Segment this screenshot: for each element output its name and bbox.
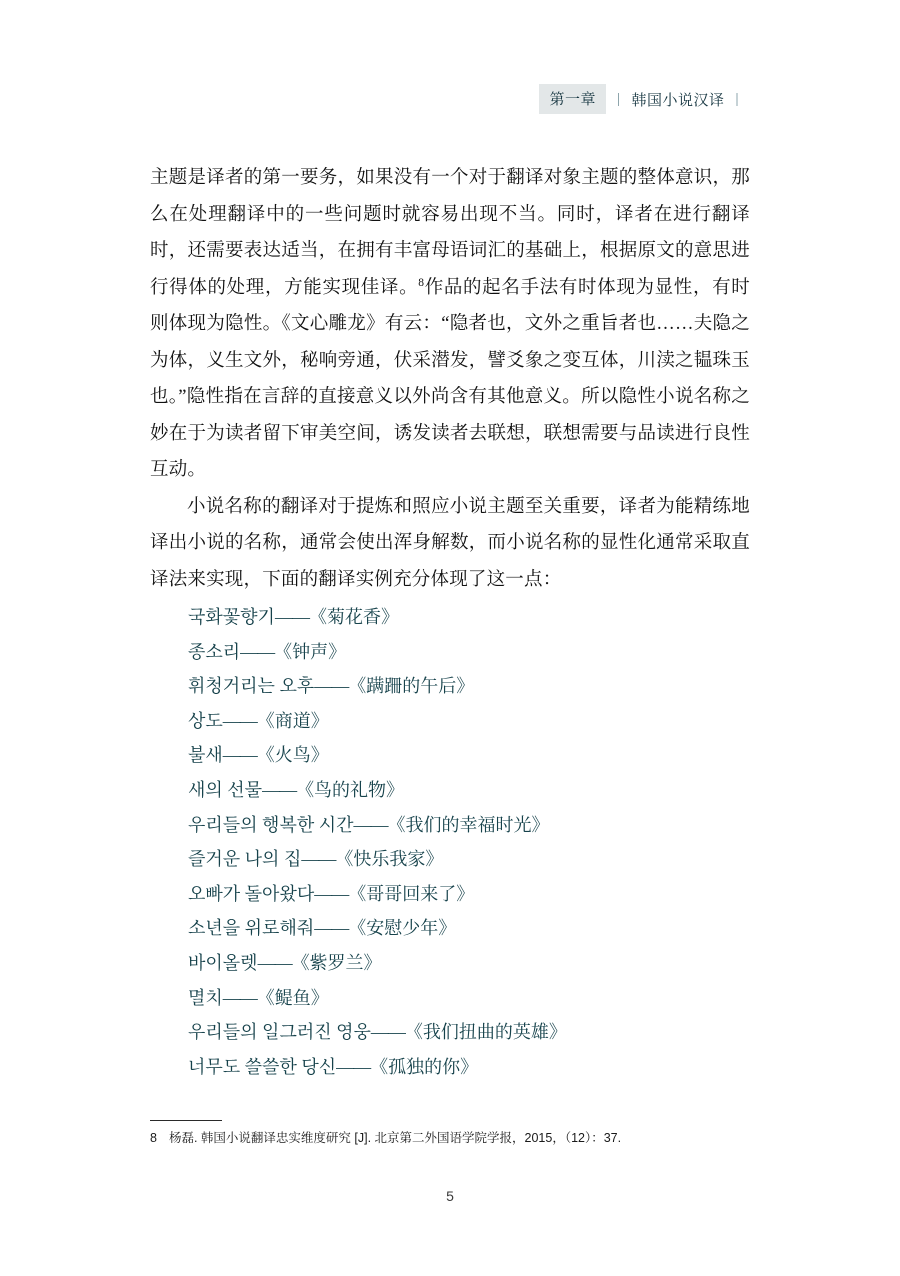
list-item	[188, 1050, 788, 1085]
dash: ——	[257, 952, 292, 973]
korean-title: 바이올렛	[188, 952, 258, 973]
chinese-title: 《我们扭曲的英雄》	[404, 1022, 567, 1043]
korean-title: 멸치	[188, 987, 223, 1008]
chinese-title: 《蹒跚的午后》	[348, 676, 475, 697]
list-item	[188, 877, 788, 912]
list-item	[188, 704, 788, 739]
korean-title: 즐거운 나의 집	[188, 849, 302, 870]
footnote-number: 8	[150, 1131, 157, 1145]
header-separator-right: |	[735, 90, 739, 107]
korean-title: 소년을 위로해줘	[188, 918, 315, 939]
dash: ——	[353, 814, 388, 835]
korean-title: 휘청거리는 오후	[188, 676, 315, 697]
page-number: 5	[446, 1188, 454, 1204]
chinese-title: 《菊花香》	[308, 607, 399, 627]
chinese-title: 《钟声》	[274, 641, 347, 662]
footnote-entry	[150, 1128, 770, 1148]
chinese-title: 《安慰少年》	[348, 918, 457, 939]
list-item	[188, 1015, 788, 1050]
chinese-title: 《鸟的礼物》	[296, 779, 405, 800]
korean-title: 오빠가 돌아왔다	[188, 883, 315, 904]
korean-title: 종소리	[188, 641, 241, 662]
translated-title-list	[188, 600, 788, 1084]
dash: ——	[314, 918, 349, 939]
chinese-title: 《哥哥回来了》	[348, 883, 475, 904]
list-item	[188, 911, 788, 946]
chinese-title: 《我们的幸福时光》	[387, 814, 550, 835]
footnote-divider	[150, 1120, 222, 1121]
list-item	[188, 635, 788, 670]
chinese-title: 《快乐我家》	[335, 849, 444, 870]
list-item	[188, 738, 788, 773]
list-item	[188, 946, 788, 981]
chinese-title: 《孤独的你》	[370, 1056, 479, 1077]
list-item	[188, 842, 788, 877]
korean-title: 너무도 쓸쓸한 당신	[188, 1056, 337, 1077]
footnote-text: 杨磊. 韩国小说翻译忠实维度研究 [J]. 北京第二外国语学院学报，2015，（12）：37.	[168, 1131, 622, 1145]
body-content	[150, 160, 750, 598]
chinese-title: 《商道》	[256, 710, 329, 731]
chinese-title: 《鳀鱼》	[256, 987, 329, 1008]
list-item	[188, 600, 788, 635]
paragraph-1-text-b: 作品的起名手法有时体现为显性，有时则体现为隐性。《文心雕龙》有云：“隐者也，文外之重旨者也……夫隐之为体，义生文外，秘响旁通，伏采潜发，譬爻象之变互体，川渎之韫珠玉也。”隐性指在言辞的直接意义以外尚含有其他意义。所以隐性小说名称之妙在于为读者留下审美空间，诱发读者去联想，联想需要与品读进行良性互动。	[150, 277, 750, 480]
dash: ——	[314, 883, 349, 904]
footnote-marker-8[interactable]: 8	[418, 276, 425, 289]
list-item	[188, 773, 788, 808]
list-item	[188, 981, 788, 1016]
dash: ——	[240, 641, 275, 662]
paragraph-1	[150, 160, 750, 489]
korean-title: 새의 선물	[188, 779, 263, 800]
list-item	[188, 669, 788, 704]
dash: ——	[370, 1022, 405, 1043]
korean-title: 상도	[188, 710, 223, 731]
dash: ——	[222, 710, 257, 731]
paragraph-1-text-a: 主题是译者的第一要务，如果没有一个对于翻译对象主题的整体意识，那么在处理翻译中的一些问题时就容易出现不当。同时，译者在进行翻译时，还需要表达适当，在拥有丰富母语词汇的基础上，根据原文的意思进行得体的处理，方能实现佳译。	[150, 168, 750, 298]
dash: ——	[336, 1056, 371, 1077]
header-chapter-label: 第一章	[539, 84, 606, 114]
paragraph-2: 小说名称的翻译对于提炼和照应小说主题至关重要，译者为能精练地译出小说的名称，通常会使出浑身解数，而小说名称的显性化通常采取直译法来实现，下面的翻译实例充分体现了这一点：	[150, 496, 750, 590]
dash: ——	[222, 987, 257, 1008]
running-header	[539, 84, 750, 114]
korean-title: 국화꽃향기	[188, 607, 275, 627]
header-title: 韩国小说汉译	[631, 92, 725, 109]
list-item	[188, 808, 788, 843]
header-separator-left: |	[616, 90, 621, 107]
dash: ——	[314, 676, 349, 697]
dash: ——	[274, 607, 309, 627]
chinese-title: 《紫罗兰》	[291, 952, 382, 973]
dash: ——	[301, 849, 336, 870]
korean-title: 불새	[188, 745, 223, 766]
korean-title: 우리들의 일그러진 영웅	[188, 1022, 371, 1043]
korean-title: 우리들의 행복한 시간	[188, 814, 354, 835]
dash: ——	[222, 745, 257, 766]
dash: ——	[262, 779, 297, 800]
chinese-title: 《火鸟》	[256, 745, 329, 766]
